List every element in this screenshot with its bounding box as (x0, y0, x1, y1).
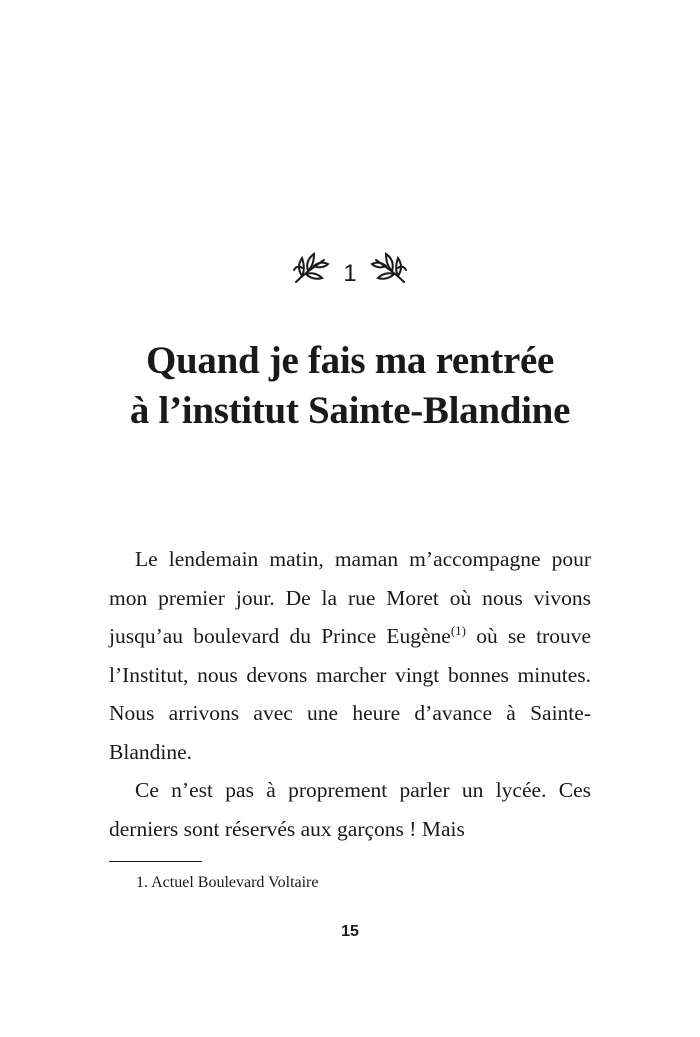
footnote: 1. Actuel Boulevard Voltaire (136, 874, 319, 891)
floral-ornament-right-icon (370, 252, 410, 288)
floral-ornament-left-icon (290, 252, 330, 288)
paragraph-1 (109, 540, 591, 771)
body-text (109, 540, 591, 848)
chapter-title (0, 336, 700, 436)
chapter-number: 1 (343, 259, 357, 287)
chapter-heading-mark (0, 248, 700, 290)
chapter-title-line-1: Quand je fais ma rentrée (145, 339, 554, 382)
paragraph-1-part-2: où se trouve l’Institut, nous devons marcher vingt bonnes minutes. Nous arrivons avec une heure d’avance à Sainte-Blandine. (109, 624, 591, 764)
paragraph-1-part-1: Le lendemain matin, maman m’accompagne pour mon premier jour. De la rue Moret où nous vivons jusqu’au boulevard du Prince Eugène (109, 547, 591, 648)
chapter-title-line-2: à l’institut Sainte-Blandine (129, 389, 571, 432)
footnote-divider (109, 861, 202, 862)
page-number: 15 (341, 923, 359, 940)
footnote-reference: (1) (450, 622, 466, 638)
paragraph-2: Ce n’est pas à proprement parler un lycée. Ces derniers sont réservés aux garçons ! Mais (109, 778, 591, 841)
